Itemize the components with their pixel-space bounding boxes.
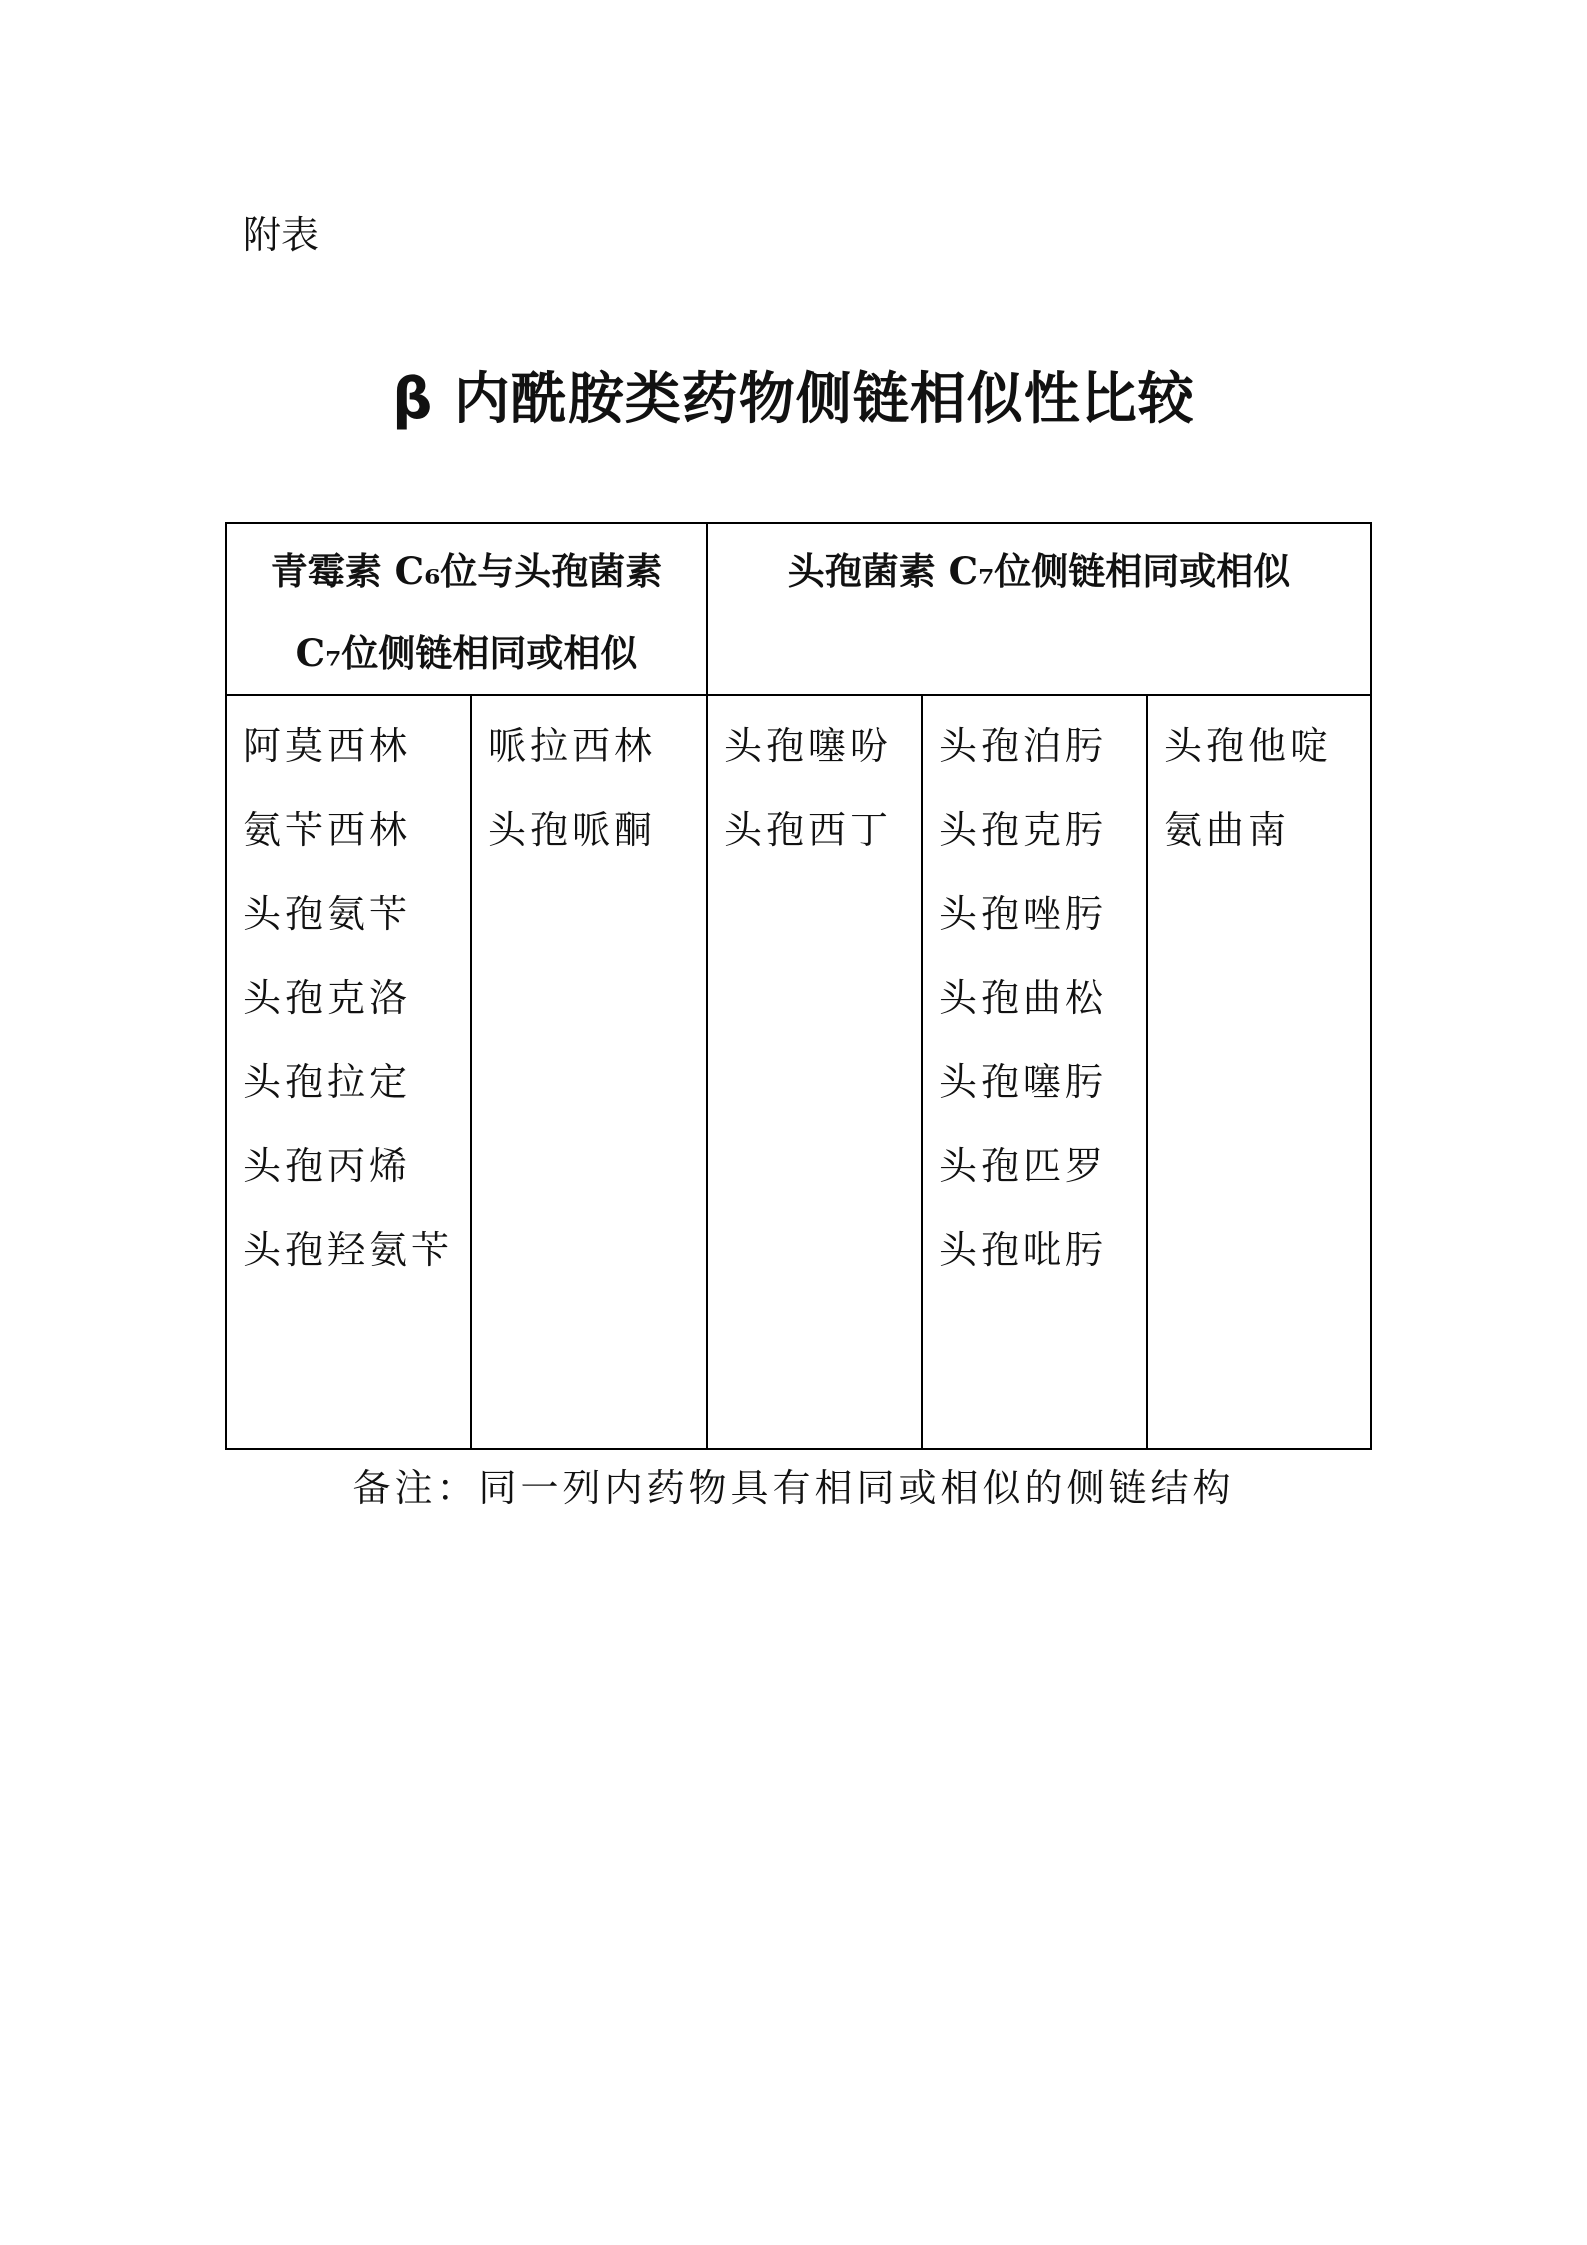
- drug-name: 头孢曲松: [939, 976, 1108, 1020]
- drug-group-column-4: [922, 695, 1147, 1449]
- drug-name: 头孢唑肟: [939, 892, 1108, 936]
- drug-name: 头孢泊肟: [939, 724, 1108, 768]
- drug-group-column-3: [707, 695, 922, 1449]
- drug-name: 头孢丙烯: [243, 1144, 412, 1188]
- drug-group-column-1: [226, 695, 471, 1449]
- drug-name: 头孢克肟: [939, 808, 1108, 852]
- header-cephalosporin-c7: [707, 523, 1371, 695]
- footnote: 备注：同一列内药物具有相同或相似的侧链结构: [352, 1466, 1235, 1510]
- drug-name: 氨曲南: [1164, 808, 1291, 852]
- page-title: β 内酰胺类药物侧链相似性比较: [392, 367, 1195, 432]
- drug-name: 头孢噻肟: [939, 1060, 1108, 1104]
- drug-name: 头孢噻吩: [724, 724, 893, 768]
- table-body-row: [226, 695, 1371, 1449]
- drug-name: 头孢氨苄: [243, 892, 412, 936]
- table-header-row: [226, 523, 1371, 695]
- drug-name: 头孢拉定: [243, 1060, 412, 1104]
- header-penicillin-c6-cephalosporin-c7: [226, 523, 707, 695]
- drug-name: 头孢西丁: [724, 808, 893, 852]
- header-left-line2: C₇位侧链相同或相似: [295, 631, 638, 675]
- drug-name: 头孢羟氨苄: [243, 1228, 454, 1272]
- drug-name: 阿莫西林: [243, 724, 412, 768]
- comparison-table: [225, 522, 1372, 1450]
- drug-name: 头孢匹罗: [939, 1144, 1108, 1188]
- drug-name: 头孢克洛: [243, 976, 412, 1020]
- header-left-line1: 青霉素 C₆位与头孢菌素: [270, 549, 663, 593]
- drug-group-column-2: [471, 695, 707, 1449]
- drug-group-column-5: [1147, 695, 1371, 1449]
- drug-name: 头孢他啶: [1164, 724, 1333, 768]
- drug-name: 头孢吡肟: [939, 1228, 1108, 1272]
- attachment-label: 附表: [243, 213, 320, 257]
- drug-name: 头孢哌酮: [488, 808, 657, 852]
- drug-name: 哌拉西林: [488, 724, 657, 768]
- header-right-text: 头孢菌素 C₇位侧链相同或相似: [787, 549, 1291, 593]
- drug-name: 氨苄西林: [243, 808, 412, 852]
